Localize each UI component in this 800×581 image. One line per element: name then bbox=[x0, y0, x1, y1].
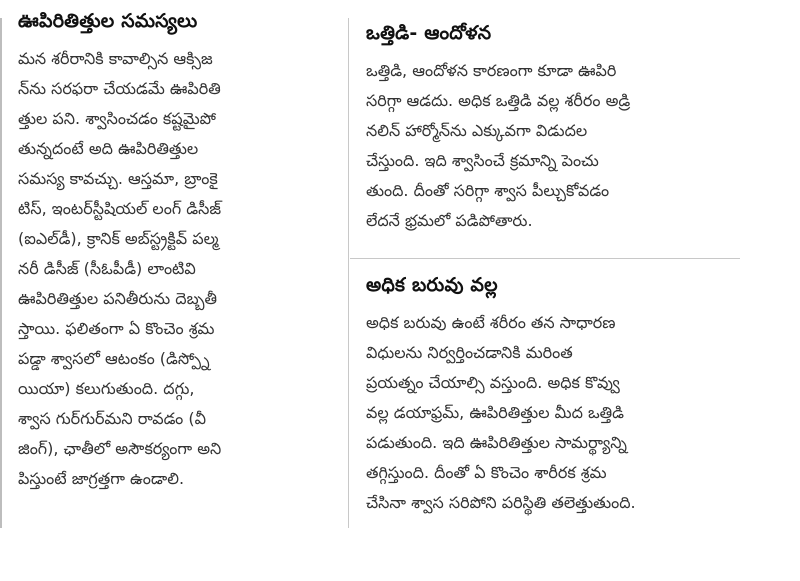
body-line: స్తాయి. ఫలితంగా ఏ కొంచెం శ్రమ bbox=[18, 319, 215, 338]
body-line: ఊపిరితిత్తుల పనితీరును దెబ్బతీ bbox=[18, 289, 218, 308]
column-divider bbox=[348, 18, 349, 528]
body-line: తుంది. దీంతో సరిగ్గా శ్వాస పీల్చుకోవడం bbox=[366, 181, 610, 200]
right-bottom-article-heading: అధిక బరువు వల్ల bbox=[366, 274, 498, 296]
body-line: వల్ల డయాఫ్రమ్, ఊపిరితిత్తుల మీద ఒత్తిడి bbox=[366, 403, 625, 422]
section-divider bbox=[350, 258, 740, 259]
right-top-article-heading: ఒత్తిడి- ఆందోళన bbox=[366, 22, 492, 44]
left-article-body bbox=[18, 44, 338, 494]
body-line: పడ్డా శ్వాసలో ఆటంకం (డిస్ప్నో bbox=[18, 349, 210, 368]
body-line: టిస్, ఇంటర్‌స్టీషియల్ లంగ్ డిసీజ్ bbox=[18, 199, 222, 218]
body-line: శ్వాస గుర్‌గుర్‌మని రావడం (వీ bbox=[18, 409, 206, 428]
body-line: సమస్య కావచ్చు. ఆస్తమా, బ్రాంకై bbox=[18, 169, 218, 188]
body-line: తగ్గిస్తుంది. దీంతో ఏ కొంచెం శారీరక శ్రమ bbox=[366, 463, 607, 482]
body-line: చేస్తుంది. ఇది శ్వాసించే క్రమాన్ని పెంచు bbox=[366, 151, 599, 170]
body-line: అధిక బరువు ఉంటే శరీరం తన సాధారణ bbox=[366, 313, 616, 332]
body-line: ప్రయత్నం చేయాల్సి వస్తుంది. అధిక కొవ్వు bbox=[366, 373, 620, 392]
right-top-article-body bbox=[366, 56, 736, 236]
body-line: నలిన్ హార్మోన్‌ను ఎక్కువగా విడుదల bbox=[366, 121, 588, 140]
body-line: పడుతుంది. ఇది ఊపిరితిత్తుల సామర్థ్యాన్ని bbox=[366, 433, 627, 452]
body-line: లేదనే భ్రమలో పడిపోతారు. bbox=[366, 211, 533, 230]
body-line: సరిగ్గా ఆడదు. అధిక ఒత్తిడి వల్ల శరీరం అడ్రి bbox=[366, 91, 631, 110]
body-line: న్‌ను సరఫరా చేయడమే ఊపిరితి bbox=[18, 79, 221, 98]
body-line: ఒత్తిడి, ఆందోళన కారణంగా కూడా ఊపిరి bbox=[366, 61, 617, 80]
left-article bbox=[18, 6, 338, 494]
right-bottom-article-body bbox=[366, 308, 736, 518]
body-line: త్తుల పని. శ్వాసించడం కష్టమైపో bbox=[18, 109, 216, 128]
body-line: తున్నదంటే అది ఊపిరితిత్తుల bbox=[18, 139, 199, 158]
left-article-heading: ఊపిరితిత్తుల సమస్యలు bbox=[18, 10, 198, 32]
body-line: మన శరీరానికి కావాల్సిన ఆక్సిజ bbox=[18, 49, 213, 68]
right-top-article bbox=[366, 18, 736, 236]
right-bottom-article bbox=[366, 270, 736, 518]
body-line: నరీ డిసీజ్ (సీఓపీడీ) లాంటివి bbox=[18, 259, 196, 278]
body-line: చేసినా శ్వాస సరిపోని పరిస్థితి తలెత్తుతుంది. bbox=[366, 493, 636, 512]
body-line: యియా) కలుగుతుంది. దగ్గు, bbox=[18, 379, 195, 398]
body-line: విధులను నిర్వర్తించడానికి మరింత bbox=[366, 343, 573, 362]
body-line: పిస్తుంటే జాగ్రత్తగా ఉండాలి. bbox=[18, 469, 185, 488]
body-line: జింగ్), ఛాతీలో అసౌకర్యంగా అని bbox=[18, 439, 222, 458]
left-edge-rule bbox=[0, 18, 2, 528]
body-line: (ఐఎల్‌డీ), క్రానిక్ అబ్‌స్ట్రక్టివ్ పల్మ bbox=[18, 229, 219, 248]
